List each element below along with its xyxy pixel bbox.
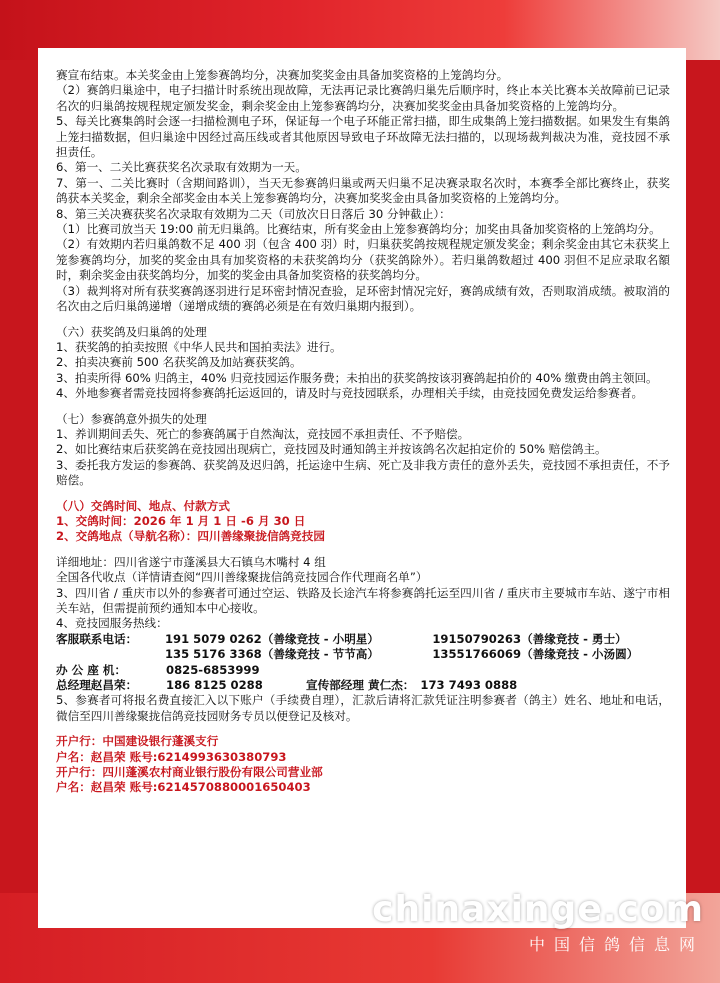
- section-7-item-1: 1、养训期间丢失、死亡的参赛鸽属于自然淘汰，竞技园不承担责任、不予赔偿。: [56, 426, 470, 441]
- paragraph-1: 赛宣布结束。本关奖金由上笼参赛鸽均分，决赛加奖奖金由具备加奖资格的上笼鸽均分。: [56, 68, 509, 82]
- section-7-item-2: 2、如比赛结束后获奖鸽在竞技园出现病亡，竞技园及时通知鸽主并按该鸽名次起拍定价的 50% 赔偿鸽主。: [56, 442, 607, 457]
- office-phone: 0825-6853999: [166, 662, 260, 677]
- bank-1-account: 户名：赵昌荣 账号:6214993630380793: [56, 749, 287, 764]
- contact-phone: 19150790263（善缘竞技 - 勇士）: [432, 631, 627, 646]
- section-6-item-1: 1、获奖鸽的拍卖按照《中华人民共和国拍卖法》进行。: [56, 339, 342, 354]
- detail-agents: 全国各代收点（详情请查阅“四川善缘聚拢信鸽竞技园合作代理商名单”）: [56, 570, 428, 585]
- section-7-heading: （七）参赛鸽意外损失的处理: [56, 411, 207, 426]
- section-6-item-2: 2、拍卖决赛前 500 名获奖鸽及加站赛获奖鸽。: [56, 355, 302, 370]
- pr-phone: 173 7493 0888: [420, 678, 518, 693]
- section-7-item-3: 3、委托我方发运的参赛鸽、获奖鸽及迟归鸽，托运途中生病、死亡及非我方责任的意外丢失，竞技园不承担责任，不予赔偿。: [56, 457, 670, 488]
- bank-2-account: 户名：赵昌荣 账号:6214570880001650403: [56, 780, 311, 795]
- contact-phone: 13551766069（善缘竞技 - 小汤圆）: [432, 647, 639, 662]
- bank-2-name: 开户行：四川蓬溪农村商业银行股份有限公司营业部: [56, 765, 323, 780]
- paragraph-8: （2）有效期内若归巢鸽数不足 400 羽（包含 400 羽）时，归巢获奖鸽按规程规定颁发奖金；剩余奖金由其它未获奖上笼参赛鸽均分，加奖的奖金由具有加奖资格的未获奖鸽均分（获奖鸽除外）。若归巢鸽数超过 400 羽但不足应录取名額时，剩余奖金由获奖鸽均分，加奖的奖金由具备加奖资格的获奖鸽均分。: [56, 237, 670, 283]
- paragraph-2: （2）赛鸽归巢途中，电子扫描计时系统出现故障，无法再记录比赛鸽归巢先后顺序时，终止本关比赛本关故障前已记录名次的归巢鸽按规程规定颁发奖金，剩余奖金由上笼参赛鸽均分，决赛加奖奖金由具备加奖资格的上笼鸽均分。: [56, 83, 670, 113]
- pr-label: 宣传部经理 黄仁杰：: [306, 678, 415, 693]
- manager-label: 总经理赵昌荣：: [56, 678, 138, 693]
- office-label: 办 公 座 机：: [56, 662, 127, 677]
- section-6-heading: （六）获奖鸽及归巢鸽的处理: [56, 324, 207, 339]
- paragraph-9: （3）裁判将对所有获奖赛鸽逐羽进行足环密封情况查验，足环密封情况完好，赛鸽成绩有效，否则取消成绩。被取消的名次由之后归巢鸽递增（递增成绩的赛鸽必须是在有效归巢期内报到）。: [56, 283, 670, 314]
- contact-phone: 191 5079 0262（善缘竞技 - 小明星）: [164, 631, 379, 646]
- paragraph-4: 6、第一、二关比赛获奖名次录取有效期为一天。: [56, 160, 307, 175]
- manager-phone: 186 8125 0288: [166, 678, 263, 693]
- section-8-item-1: 1、交鸽时间：2026 年 1 月 1 日 -6 月 30 日: [56, 513, 306, 528]
- section-8-heading: （八）交鸽时间、地点、付款方式: [56, 498, 230, 513]
- bank-1-name: 开户行：中国建设银行蓬溪支行: [56, 734, 219, 749]
- payment-note: 5、参赛者可将报名费直接汇入以下账户（手续费自理），汇款后请将汇款凭证注明参赛者（鸽主）姓名、地址和电话，微信至四川善缘聚拢信鸽竞技园财务专员以便登记及核对。: [56, 693, 670, 723]
- contact-row-2: [56, 647, 670, 662]
- paragraph-5: 7、第一、二关比赛时（含期间路训），当天无参赛鸽归巢或两天归巢不足决赛录取名次时，本赛季全部比赛终止，获奖鸽获本关奖金，剩余全部奖金由本关上笼参赛鸽均分，决赛加奖奖金由具备加奖资格的上笼鸽均分。: [56, 175, 670, 206]
- section-6-item-3: 3、拍卖所得 60% 归鸽主，40% 归竞技园运作服务费；未拍出的获奖鸽按该羽赛鸽起拍价的 40% 缴费由鸽主领回。: [56, 370, 658, 385]
- document-page: [38, 48, 686, 928]
- site-watermark: [372, 888, 704, 956]
- watermark-site-name: 中国信鸽信息网: [528, 935, 704, 954]
- section-8-item-2: 2、交鸽地点（导航名称）：四川善缘聚拢信鸽竞技园: [56, 529, 325, 544]
- contact-phone: 135 5176 3368（善缘竞技 - 节节高）: [164, 647, 379, 662]
- contact-row-1: [56, 632, 670, 647]
- paragraph-3: 5、每关比赛集鸽时会逐一扫描检测电子环，保证每一个电子环能正常扫描，即生成集鸽上笼扫描数据。如果发生有集鸽上笼扫描数据，但归巢途中因经过高压线或者其他原因导致电子环故障无法扫描的，以现场裁判裁决为准，竞技园不承担责任。: [56, 114, 670, 160]
- detail-hotline-heading: 4、竞技园服务热线：: [56, 616, 168, 631]
- detail-transport: 3、四川省 / 重庆市以外的参赛者可通过空运、铁路及长途汽车将参赛鸽托运至四川省 / 重庆市主要城市车站、遂宁市相关车站，但需提前预约通知本中心接收。: [56, 585, 670, 615]
- paragraph-7: （1）比赛司放当天 19:00 前无归巢鸽。比赛结束，所有奖金由上笼参赛鸽均分；加奖由具备加奖资格的上笼鸽均分。: [56, 222, 661, 237]
- detail-address: 详细地址：四川省遂宁市蓬溪县大石镇乌木嘴村 4 组: [56, 554, 326, 569]
- paragraph-6: 8、第三关决赛获奖名次录取有效期为二天（司放次日日落后 30 分钟截止）：: [56, 206, 451, 221]
- manager-row: [56, 678, 670, 693]
- service-label: 客服联系电话：: [56, 631, 138, 646]
- section-6-item-4: 4、外地参赛者需竞技园将参赛鸽托运返回的，请及时与竞技园联系，办理相关手续，由竞技园免费发运给参赛者。: [56, 386, 644, 401]
- watermark-domain: chinaxinge.com: [372, 889, 704, 930]
- office-row: [56, 663, 670, 678]
